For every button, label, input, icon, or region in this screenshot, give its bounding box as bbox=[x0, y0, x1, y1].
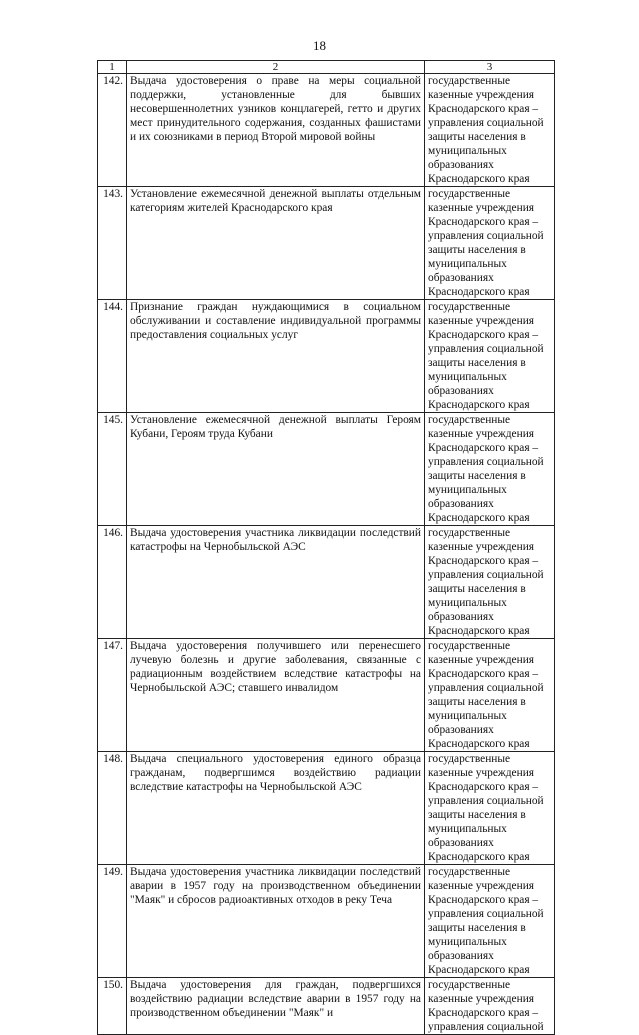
responsible-organization: государственные казенные учреждения Краснодарского края – управления социальной защиты населения в муниципальных образованиях Краснодарского края bbox=[425, 752, 555, 865]
services-table bbox=[97, 60, 555, 1035]
service-name: Признание граждан нуждающимися в социальном обслуживании и составление индивидуальной программы предоставления социальных услуг bbox=[127, 300, 425, 413]
row-number: 143. bbox=[98, 187, 127, 300]
table-row bbox=[98, 300, 555, 413]
service-name: Выдача удостоверения участника ликвидации последствий катастрофы на Чернобыльской АЭС bbox=[127, 526, 425, 639]
service-name: Выдача удостоверения участника ликвидации последствий аварии в 1957 году на производственном объединении "Маяк" и сбросов радиоактивных отходов в реку Теча bbox=[127, 865, 425, 978]
service-name: Установление ежемесячной денежной выплаты Героям Кубани, Героям труда Кубани bbox=[127, 413, 425, 526]
responsible-organization: государственные казенные учреждения Краснодарского края – управления социальной защиты населения в муниципальных образованиях Краснодарского края bbox=[425, 526, 555, 639]
row-number: 144. bbox=[98, 300, 127, 413]
table-header-row bbox=[98, 61, 555, 74]
table-row bbox=[98, 865, 555, 978]
service-name: Установление ежемесячной денежной выплаты отдельным категориям жителей Краснодарского края bbox=[127, 187, 425, 300]
service-name: Выдача специального удостоверения единого образца гражданам, подвергшимся воздействию радиации вследствие катастрофы на Чернобыльской АЭС bbox=[127, 752, 425, 865]
row-number: 149. bbox=[98, 865, 127, 978]
responsible-organization: государственные казенные учреждения Краснодарского края – управления социальной защиты населения в муниципальных образованиях Краснодарского края bbox=[425, 74, 555, 187]
responsible-organization: государственные казенные учреждения Краснодарского края – управления социальной bbox=[425, 978, 555, 1035]
table-row bbox=[98, 752, 555, 865]
header-col-1: 1 bbox=[98, 61, 127, 74]
responsible-organization: государственные казенные учреждения Краснодарского края – управления социальной защиты населения в муниципальных образованиях Краснодарского края bbox=[425, 187, 555, 300]
table-row bbox=[98, 526, 555, 639]
table-row bbox=[98, 187, 555, 300]
table-row bbox=[98, 639, 555, 752]
table-row bbox=[98, 978, 555, 1035]
row-number: 146. bbox=[98, 526, 127, 639]
page-edge-line bbox=[554, 842, 555, 892]
table-row bbox=[98, 74, 555, 187]
row-number: 145. bbox=[98, 413, 127, 526]
responsible-organization: государственные казенные учреждения Краснодарского края – управления социальной защиты населения в муниципальных образованиях Краснодарского края bbox=[425, 300, 555, 413]
service-name: Выдача удостоверения о праве на меры социальной поддержки, установленные для бывших несовершеннолетних узников концлагерей, гетто и других мест принудительного содержания, созданных фашистами и их союзниками в период Второй мировой войны bbox=[127, 74, 425, 187]
page-number: 18 bbox=[313, 38, 326, 53]
service-name: Выдача удостоверения получившего или перенесшего лучевую болезнь и другие заболевания, связанные с радиационным воздействием вследствие катастрофы на Чернобыльской АЭС; ставшего инвалидом bbox=[127, 639, 425, 752]
service-name: Выдача удостоверения для граждан, подвергшихся воздействию радиации вследствие аварии в 1957 году на производственном объединении "Маяк" и bbox=[127, 978, 425, 1035]
header-col-2: 2 bbox=[127, 61, 425, 74]
row-number: 150. bbox=[98, 978, 127, 1035]
row-number: 147. bbox=[98, 639, 127, 752]
header-col-3: 3 bbox=[425, 61, 555, 74]
responsible-organization: государственные казенные учреждения Краснодарского края – управления социальной защиты населения в муниципальных образованиях Краснодарского края bbox=[425, 413, 555, 526]
table-row bbox=[98, 413, 555, 526]
responsible-organization: государственные казенные учреждения Краснодарского края – управления социальной защиты населения в муниципальных образованиях Краснодарского края bbox=[425, 639, 555, 752]
row-number: 142. bbox=[98, 74, 127, 187]
row-number: 148. bbox=[98, 752, 127, 865]
responsible-organization: государственные казенные учреждения Краснодарского края – управления социальной защиты населения в муниципальных образованиях Краснодарского края bbox=[425, 865, 555, 978]
